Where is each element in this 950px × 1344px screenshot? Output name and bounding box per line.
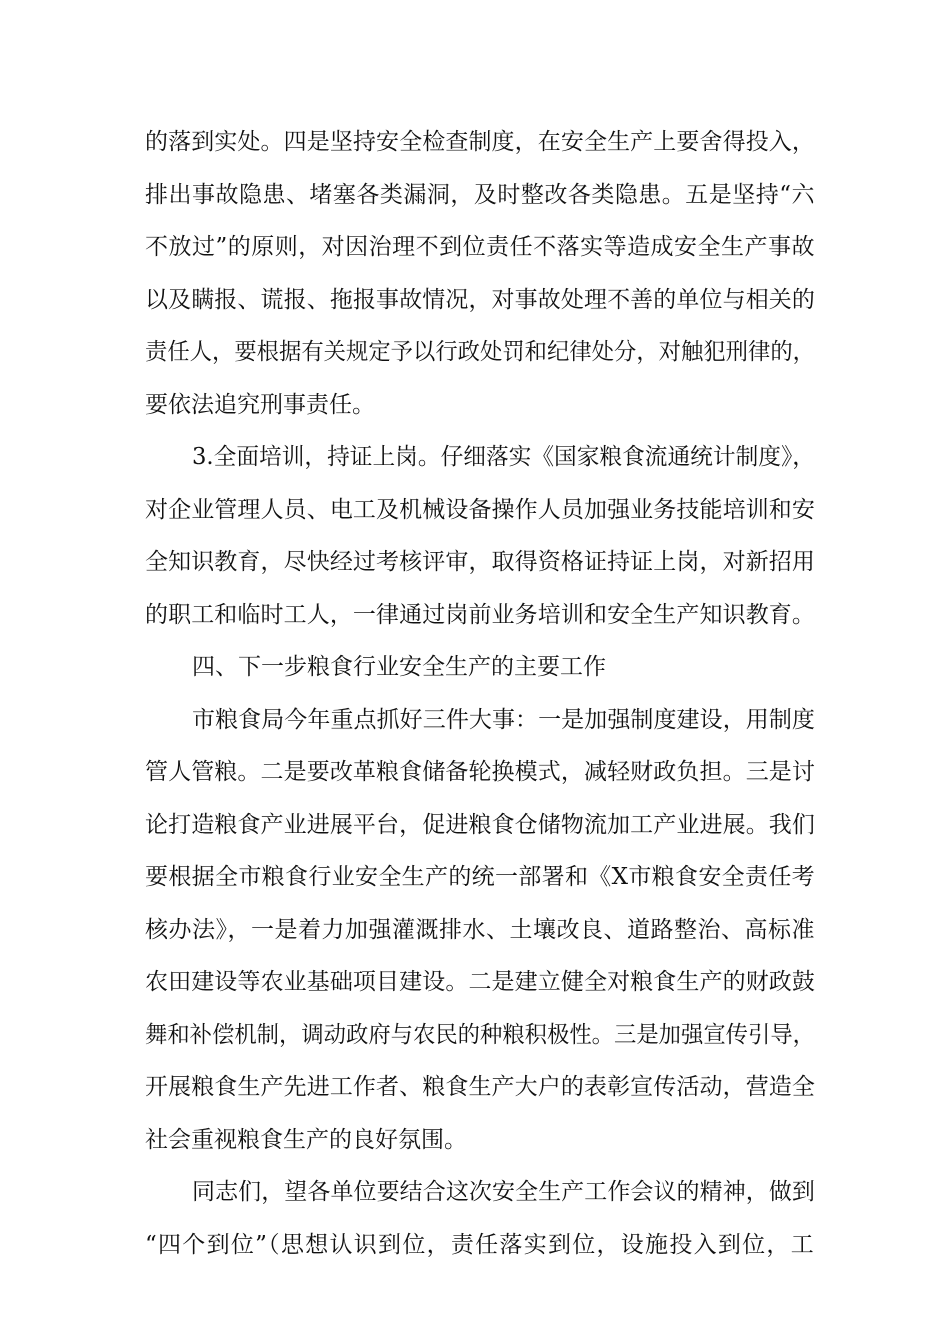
text-line: 以及瞒报、谎报、拖报事故情况，对事故处理不善的单位与相关的: [145, 286, 815, 313]
text-line: 不放过”的原则，对因治理不到位责任不落实等造成安全生产事故: [145, 234, 815, 260]
text-line: 舞和补偿机制，调动政府与农民的种粮积极性。三是加强宣传引导，: [145, 1021, 815, 1048]
text-line: 市粮食局今年重点抓好三件大事：一是加强制度建设，用制度: [192, 706, 815, 733]
text-line: 排出事故隐患、堵塞各类漏洞，及时整改各类隐患。五是坚持“六: [145, 181, 815, 208]
text-line: 要依法追究刑事责任。: [145, 391, 375, 418]
text-line: 要根据全市粮食行业安全生产的统一部署和《X市粮食安全责任考: [145, 864, 815, 890]
text-line: 管人管粮。二是要改革粮食储备轮换模式，减轻财政负担。三是讨: [145, 759, 815, 785]
text-line: 同志们，望各单位要结合这次安全生产工作会议的精神，做到: [192, 1179, 815, 1205]
text-line: 农田建设等农业基础项目建设。二是建立健全对粮食生产的财政鼓: [145, 969, 815, 995]
text-line: “四个到位”（思想认识到位，责任落实到位，设施投入到位，工: [145, 1231, 815, 1258]
text-line: 四、下一步粮食行业安全生产的主要工作: [192, 654, 606, 680]
text-line: 社会重视粮食生产的良好氛围。: [145, 1126, 467, 1153]
text-line: 的职工和临时工人，一律通过岗前业务培训和安全生产知识教育。: [145, 601, 815, 628]
text-line: 3.全面培训，持证上岗。仔细落实《国家粮食流通统计制度》，: [192, 444, 815, 470]
document-body: [145, 127, 815, 1282]
text-line: 核办法》，一是着力加强灌溉排水、土壤改良、道路整治、高标准: [145, 916, 815, 943]
text-line: 论打造粮食产业进展平台，促进粮食仓储物流加工产业进展。我们: [145, 811, 815, 838]
text-line: 责任人，要根据有关规定予以行政处罚和纪律处分，对触犯刑律的，: [145, 339, 815, 365]
text-line: 开展粮食生产先进工作者、粮食生产大户的表彰宣传活动，营造全: [145, 1074, 815, 1100]
text-line: 的落到实处。四是坚持安全检查制度，在安全生产上要舍得投入，: [145, 129, 815, 155]
text-line: 对企业管理人员、电工及机械设备操作人员加强业务技能培训和安: [145, 496, 815, 523]
text-line: 全知识教育，尽快经过考核评审，取得资格证持证上岗，对新招用: [145, 549, 815, 575]
